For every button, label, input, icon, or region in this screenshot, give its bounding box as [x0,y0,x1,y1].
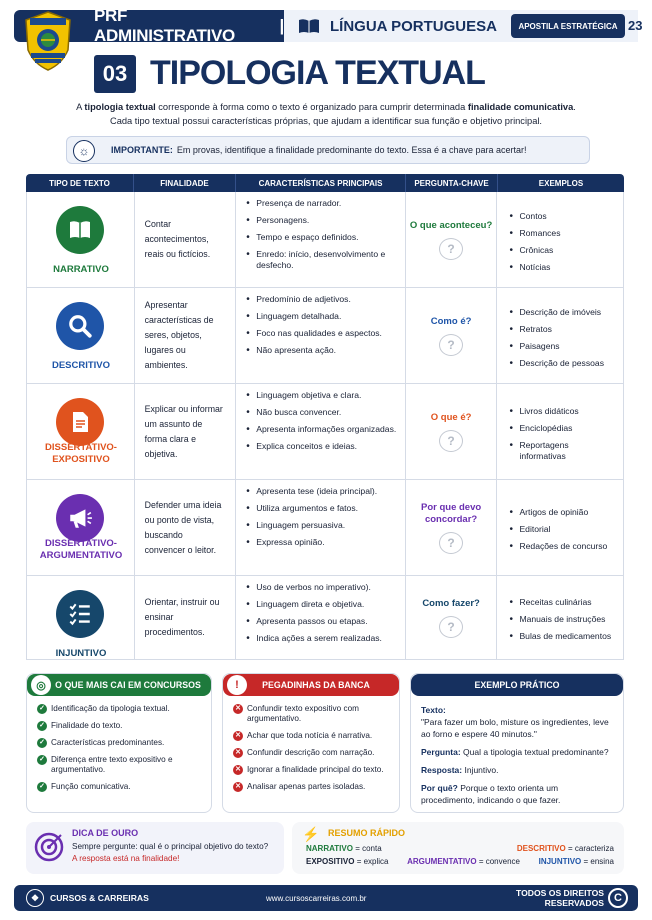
footer-rights: TODOS OS DIREITOS RESERVADOS [515,888,604,908]
finalidade-cell: Defender uma ideia ou ponto de vista, buscando convencer o leitor. [135,480,237,575]
x-icon: ✕ [233,704,243,714]
list-item: • Descrição de pessoas [509,358,604,369]
check-icon: ✓ [37,704,47,714]
warning-icon: ! [227,675,247,695]
type-name: DISSERTATIVO-ARGUMENTATIVO [39,538,123,561]
type-name: DISSERTATIVO-EXPOSITIVO [45,442,117,465]
list-item: ✕ Confundir descrição com narração. [233,748,399,758]
list-item: • Apresenta passos ou etapas. [246,616,396,627]
list-item: • Linguagem direta e objetiva. [246,599,396,610]
list-item: • Tempo e espaço definidos. [246,232,396,243]
resumo-item: INJUNTIVO = ensina [538,857,614,866]
type-cell [27,288,135,383]
x-icon: ✕ [233,748,243,758]
list-item: • Editorial [509,524,607,535]
list-item: • Linguagem objetiva e clara. [246,390,396,401]
list-item: • Reportagens informativas [509,440,615,462]
resumo-item: ARGUMENTATIVO = convence [407,857,520,866]
list-item: ✓ Características predominantes. [37,738,211,748]
list-item: • Expressa opinião. [246,537,396,548]
exemplo-content: Texto: "Para fazer um bolo, misture os ingredientes, leve ao forno e espere 40 minutos." Pergunta: Qual a tipologia textual predominante? Resposta: Injuntivo. Por quê? Porque o texto orienta um procedimento, indicando o que fazer. [421,705,609,805]
list-item: • Crônicas [509,245,560,256]
finalidade-cell: Explicar ou informar um assunto de forma clara e objetiva. [135,384,237,479]
check-icon: ✓ [37,721,47,731]
dica-title: DICA DE OURO [72,828,139,838]
typology-table [26,174,624,660]
important-label: IMPORTANTE: [111,145,173,155]
list-item: • Predomínio de adjetivos. [246,294,396,305]
list-item: ✓ Identificação da tipologia textual. [37,704,211,714]
important-text: Em provas, identifique a finalidade predominante do texto. Essa é a chave para acertar! [176,145,527,155]
megaphone-icon [56,494,104,542]
question-bubble-icon: ? [439,616,463,638]
page-number: 23 [628,18,643,33]
list-item: • Artigos de opinião [509,507,607,518]
table-header [26,174,624,192]
list-item: ✕ Achar que toda notícia é narrativa. [233,731,399,741]
footer-brand: CURSOS & CARREIRAS [50,893,149,903]
list-item: • Receitas culinárias [509,597,611,608]
col-finalidade: FINALIDADE [134,174,236,192]
pegadinhas-list [223,696,399,792]
exemplo-header: EXEMPLO PRÁTICO [411,674,623,696]
question-bubble-icon: ? [439,532,463,554]
list-item: ✓ Diferença entre texto expositivo e argumentativo. [37,755,211,775]
exemplos-cell [497,384,623,479]
col-caracteristicas: CARACTERÍSTICAS PRINCIPAIS [236,174,406,192]
page-header [14,6,643,45]
list-item: • Bulas de medicamentos [509,631,611,642]
pergunta-cell: Por que devo concordar? ? [406,480,498,575]
exemplos-cell [497,480,623,575]
section-number: 03 [94,55,136,93]
apostila-tag: APOSTILA ESTRATÉGICA [511,14,625,38]
list-item: • Descrição de imóveis [509,307,604,318]
list-item: • Uso de verbos no imperativo). [246,582,396,593]
open-book-icon [298,18,320,34]
check-icon: ✓ [37,755,47,765]
resumo-item: EXPOSITIVO = explica [306,857,389,866]
question-bubble-icon: ? [439,238,463,260]
list-item: • Não apresenta ação. [246,345,396,356]
section-title [94,54,485,93]
list-item: • Redações de concurso [509,541,607,552]
intro-text: A tipologia textual corresponde à forma como o texto é organizado para cumprir determinada finalidade comunicativa. Cada tipo textual possui características próprias, que ajudam a identificar sua função e objetivo principal. [76,102,576,126]
check-icon: ✓ [37,738,47,748]
type-cell [27,480,135,575]
resumo-item: NARRATIVO = conta [306,844,382,853]
question-bubble-icon: ? [439,334,463,356]
pergunta-cell: O que aconteceu? ? [406,192,498,287]
list-item: • Indica ações a serem realizadas. [246,633,396,644]
exemplos-cell [497,576,623,659]
document-icon [56,398,104,446]
col-pergunta: PERGUNTA-CHAVE [406,174,498,192]
caracteristicas-cell [236,288,405,383]
pegadinhas-box [222,673,400,813]
finalidade-cell: Apresentar características de seres, objetos, lugares ou ambientes. [135,288,237,383]
concursos-header: ◎ O QUE MAIS CAI EM CONCURSOS [27,674,211,696]
list-item: • Linguagem detalhada. [246,311,396,322]
dica-box [26,822,284,874]
exemplos-cell [497,192,623,287]
page-footer [14,885,638,911]
table-row [26,576,624,660]
check-icon: ✓ [37,782,47,792]
concursos-box [26,673,212,813]
caracteristicas-cell [236,576,405,659]
list-item: • Foco nas qualidades e aspectos. [246,328,396,339]
caracteristicas-cell [236,384,405,479]
list-item: • Personagens. [246,215,396,226]
pegadinhas-header: ! PEGADINHAS DA BANCA [223,674,399,696]
pergunta-cell: O que é? ? [406,384,498,479]
table-body [26,192,624,660]
list-item: • Enciclopédias [509,423,615,434]
copyright-icon: C [608,888,628,908]
col-tipo: TIPO DE TEXTO [26,174,134,192]
list-item: • Romances [509,228,560,239]
list-item: ✕ Confundir texto expositivo com argumentativo. [233,704,399,724]
lightning-icon: ⚡ [302,826,320,842]
brand-logo-icon: ❖ [26,889,44,907]
exemplo-box [410,673,624,813]
list-item: • Não busca convencer. [246,407,396,418]
lightbulb-icon: ☼ [73,140,95,162]
magnifier-icon [56,302,104,350]
prf-badge-logo [22,10,74,72]
list-item: • Notícias [509,262,560,273]
question-bubble-icon: ? [439,430,463,452]
type-name: DESCRITIVO [51,360,111,371]
list-item: ✓ Função comunicativa. [37,782,211,792]
target-icon: ◎ [31,675,51,695]
resumo-item: DESCRITIVO = caracteriza [516,844,614,853]
x-icon: ✕ [233,731,243,741]
col-exemplos: EXEMPLOS [538,178,584,188]
list-item: • Paisagens [509,341,604,352]
table-row [26,480,624,576]
list-item: ✕ Analisar apenas partes isoladas. [233,782,399,792]
list-item: • Linguagem persuasiva. [246,520,396,531]
type-name: INJUNTIVO [55,648,107,659]
target-arrow-icon [34,832,64,862]
list-item: • Utiliza argumentos e fatos. [246,503,396,514]
checklist-icon [56,590,104,638]
section-heading: TIPOLOGIA TEXTUAL [150,54,485,92]
x-icon: ✕ [233,782,243,792]
important-callout [66,136,590,164]
list-item: • Manuais de instruções [509,614,611,625]
resumo-row-2 [306,857,614,866]
caracteristicas-cell [236,192,405,287]
book-icon [56,206,104,254]
caracteristicas-cell [236,480,405,575]
x-icon: ✕ [233,765,243,775]
list-item: • Apresenta informações organizadas. [246,424,396,435]
dica-text: Sempre pergunte: qual é o principal objetivo do texto? A resposta está na finalidade! [72,842,269,863]
list-item: • Enredo: início, desenvolvimento e desfecho. [246,249,396,271]
type-cell [27,576,135,659]
type-cell [27,384,135,479]
list-item: ✕ Ignorar a finalidade principal do texto. [233,765,399,775]
list-item: • Explica conceitos e ideias. [246,441,396,452]
subject-title: LÍNGUA PORTUGUESA [330,17,497,35]
resumo-box [292,822,624,874]
finalidade-cell: Orientar, instruir ou ensinar procedimentos. [135,576,237,659]
type-name: NARRATIVO [53,264,109,275]
resumo-row-1 [306,844,614,853]
pergunta-cell: Como fazer? ? [406,576,498,659]
resumo-title: RESUMO RÁPIDO [328,828,406,838]
table-row [26,192,624,288]
list-item: • Presença de narrador. [246,198,396,209]
table-row [26,288,624,384]
type-cell [27,192,135,287]
table-row [26,384,624,480]
list-item: ✓ Finalidade do texto. [37,721,211,731]
list-item: • Contos [509,211,560,222]
list-item: • Livros didáticos [509,406,615,417]
pergunta-cell: Como é? ? [406,288,498,383]
finalidade-cell: Contar acontecimentos, reais ou fictícios. [135,192,237,287]
concursos-list [27,696,211,792]
exemplos-cell [497,288,623,383]
course-title: PRF ADMINISTRATIVO | [14,10,284,42]
list-item: • Retratos [509,324,604,335]
footer-site[interactable]: www.cursoscarreiras.com.br [266,893,367,903]
list-item: • Apresenta tese (ideia principal). [246,486,396,497]
